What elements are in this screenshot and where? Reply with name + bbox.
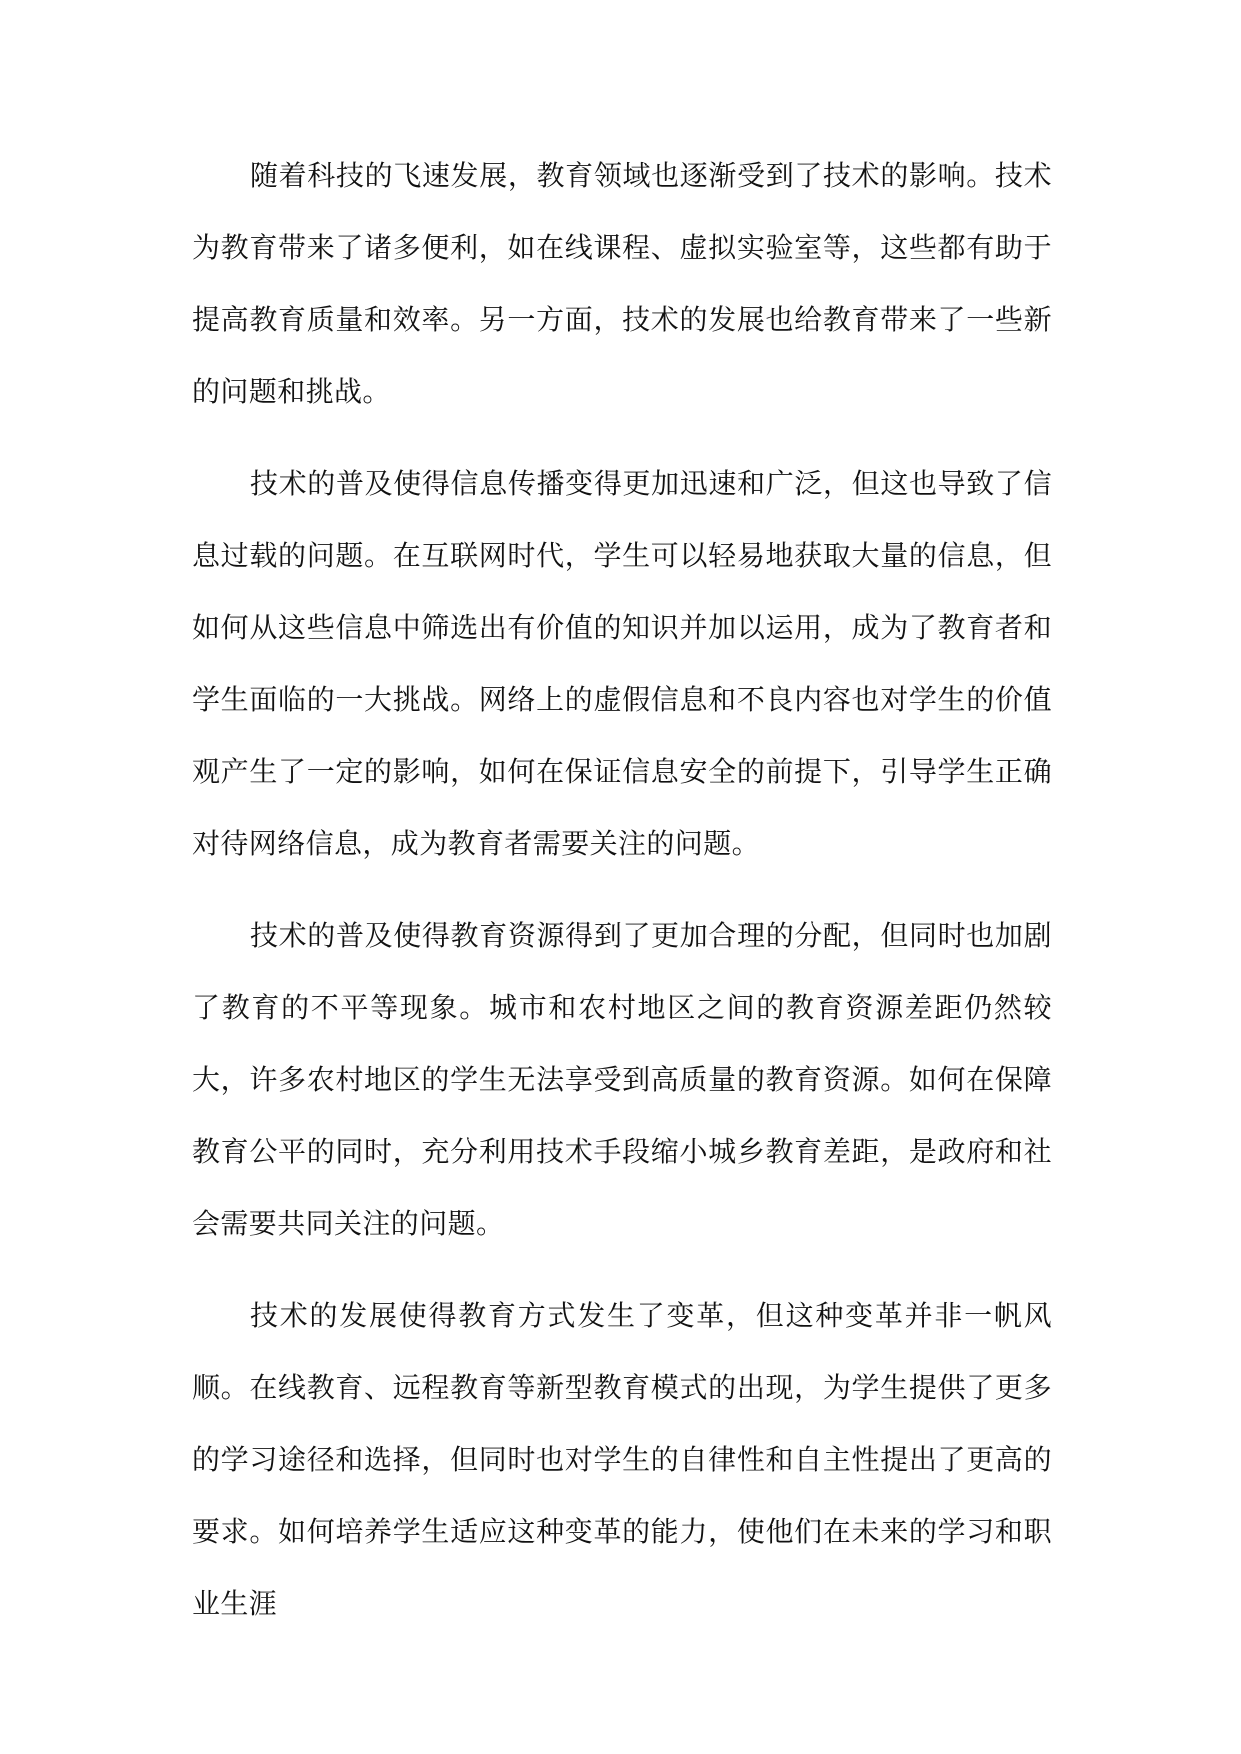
paragraph-4: 技术的发展使得教育方式发生了变革，但这种变革并非一帆风顺。在线教育、远程教育等新型教育模式的出现，为学生提供了更多的学习途径和选择，但同时也对学生的自律性和自主性提出了更高的要求。如何培养学生适应这种变革的能力，使他们在未来的学习和职业生涯	[192, 1299, 1052, 1620]
paragraph-3: 技术的普及使得教育资源得到了更加合理的分配，但同时也加剧了教育的不平等现象。城市和农村地区之间的教育资源差距仍然较大，许多农村地区的学生无法享受到高质量的教育资源。如何在保障教育公平的同时，充分利用技术手段缩小城乡教育差距，是政府和社会需要共同关注的问题。	[192, 919, 1052, 1240]
paragraph-2: 技术的普及使得信息传播变得更加迅速和广泛，但这也导致了信息过载的问题。在互联网时代，学生可以轻易地获取大量的信息，但如何从这些信息中筛选出有价值的知识并加以运用，成为了教育者和学生面临的一大挑战。网络上的虚假信息和不良内容也对学生的价值观产生了一定的影响，如何在保证信息安全的前提下，引导学生正确对待网络信息，成为教育者需要关注的问题。	[192, 467, 1052, 860]
paragraph-1: 随着科技的飞速发展，教育领域也逐渐受到了技术的影响。技术为教育带来了诸多便利，如在线课程、虚拟实验室等，这些都有助于提高教育质量和效率。另一方面，技术的发展也给教育带来了一些新的问题和挑战。	[192, 159, 1052, 408]
document-body	[192, 140, 1052, 1660]
